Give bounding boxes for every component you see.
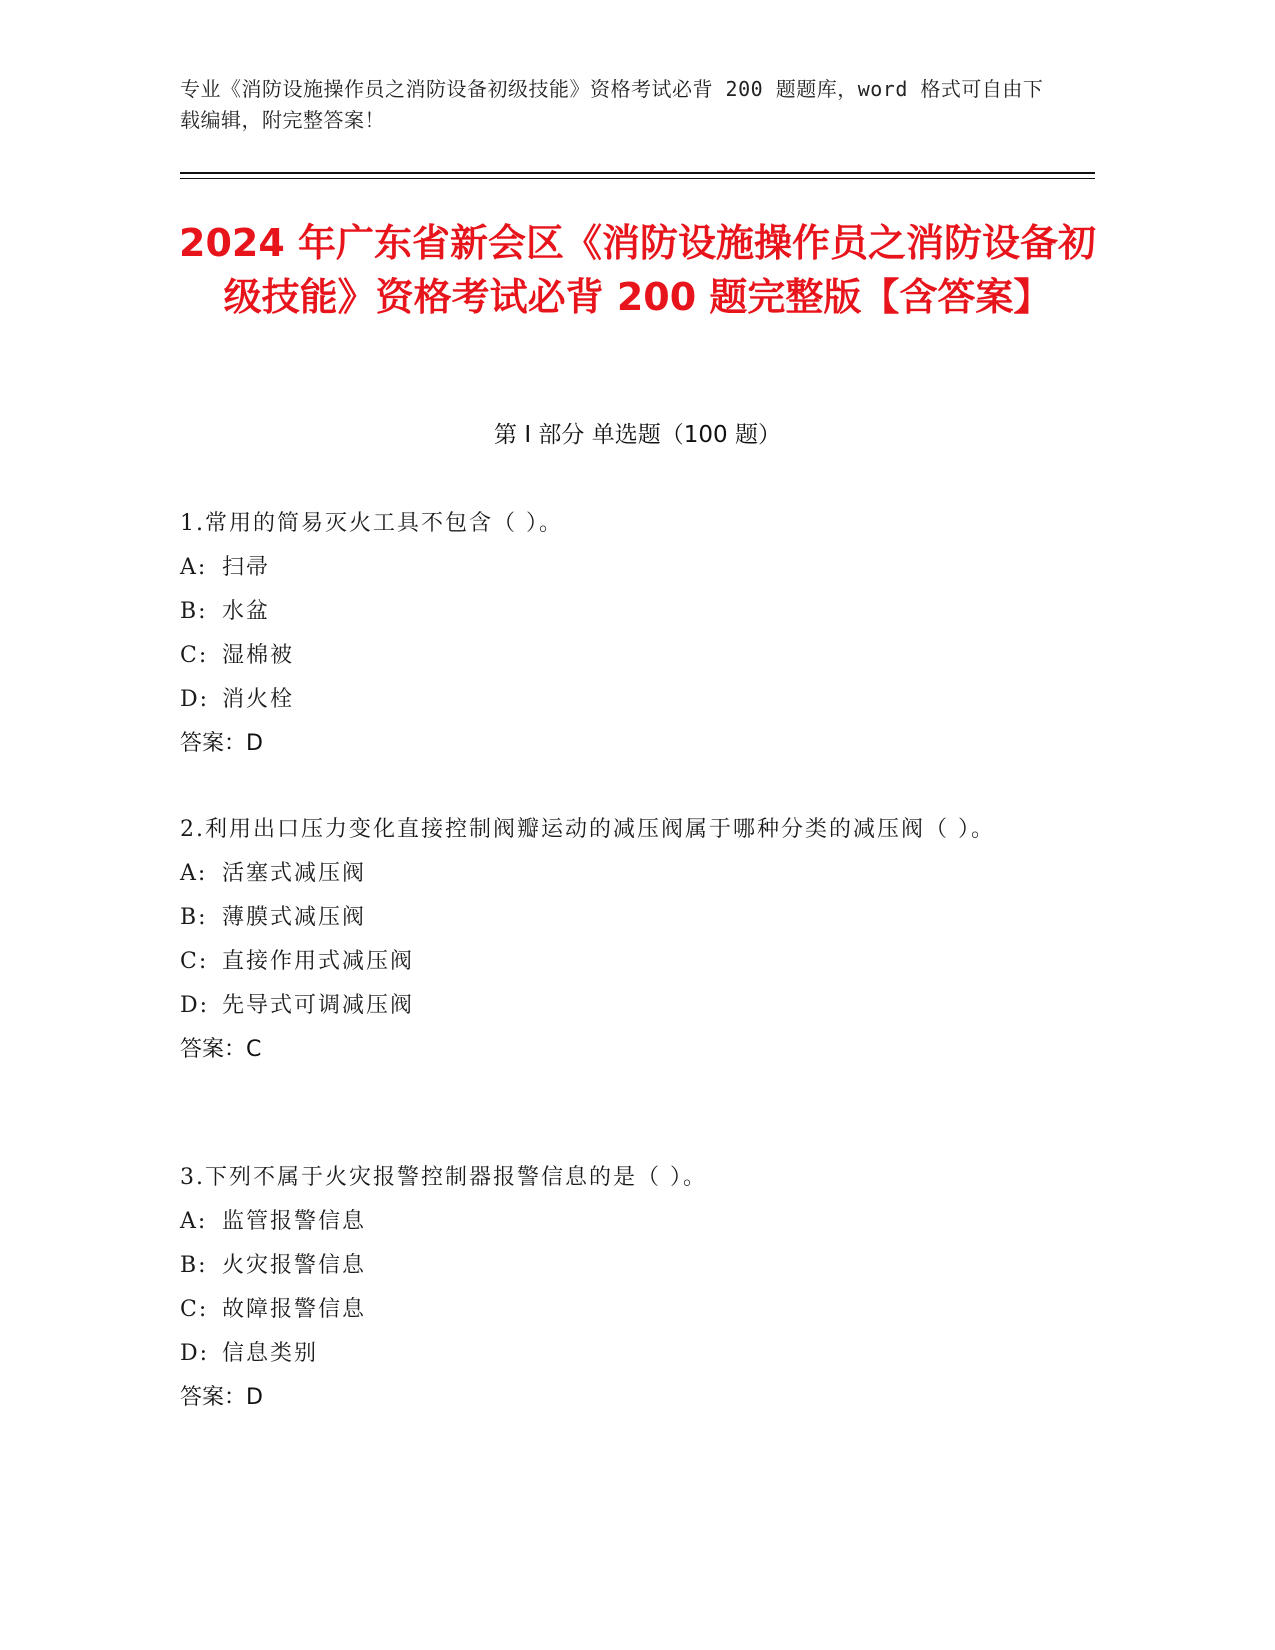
option-text: 火灾报警信息	[222, 1253, 367, 1278]
option-c	[180, 634, 1040, 678]
option-d	[180, 1332, 1040, 1376]
option-text: 监管报警信息	[222, 1209, 367, 1234]
option-text: 扫帚	[222, 555, 271, 580]
option-letter: B:	[180, 1253, 208, 1278]
option-letter: C:	[180, 1297, 209, 1322]
option-text: 水盆	[222, 599, 271, 624]
option-letter: C:	[180, 949, 209, 974]
option-text: 故障报警信息	[222, 1297, 367, 1322]
option-c	[180, 940, 1040, 984]
option-c	[180, 1288, 1040, 1332]
answer-line: 答案：C	[180, 1037, 262, 1062]
option-d	[180, 678, 1040, 722]
option-letter: D:	[180, 1341, 210, 1366]
option-letter: B:	[180, 599, 208, 624]
option-d	[180, 984, 1040, 1028]
question-stem: 3.下列不属于火灾报警控制器报警信息的是（ ）。	[180, 1165, 707, 1190]
answer-line: 答案：D	[180, 731, 263, 756]
question-stem: 2.利用出口压力变化直接控制阀瓣运动的减压阀属于哪种分类的减压阀（ ）。	[180, 817, 995, 842]
option-a	[180, 546, 1040, 590]
question-3	[180, 1156, 1040, 1420]
header-note: 专业《消防设施操作员之消防设备初级技能》资格考试必背 200 题题库，word 格式可自由下载编辑，附完整答案！	[180, 77, 1044, 132]
option-b	[180, 896, 1040, 940]
option-letter: A:	[180, 1209, 208, 1234]
document-title: 2024 年广东省新会区《消防设施操作员之消防设备初级技能》资格考试必背 200 题完整版【含答案】	[179, 221, 1096, 319]
option-text: 湿棉被	[222, 643, 295, 668]
option-text: 消火栓	[222, 687, 295, 712]
option-text: 信息类别	[222, 1341, 319, 1366]
section-heading: 第 I 部分 单选题（100 题）	[494, 422, 781, 448]
option-a	[180, 1200, 1040, 1244]
header-divider-thick	[180, 172, 1095, 174]
option-letter: A:	[180, 861, 208, 886]
option-b	[180, 590, 1040, 634]
option-text: 直接作用式减压阀	[222, 949, 415, 974]
option-b	[180, 1244, 1040, 1288]
option-letter: D:	[180, 993, 210, 1018]
option-letter: C:	[180, 643, 209, 668]
option-text: 薄膜式减压阀	[222, 905, 367, 930]
question-1	[180, 502, 1040, 766]
option-text: 先导式可调减压阀	[222, 993, 415, 1018]
option-a	[180, 852, 1040, 896]
answer-line: 答案：D	[180, 1385, 263, 1410]
option-text: 活塞式减压阀	[222, 861, 367, 886]
option-letter: B:	[180, 905, 208, 930]
header-divider-thin	[180, 178, 1095, 179]
option-letter: D:	[180, 687, 210, 712]
option-letter: A:	[180, 555, 208, 580]
question-2	[180, 808, 1040, 1072]
question-stem: 1.常用的简易灭火工具不包含（ ）。	[180, 511, 563, 536]
